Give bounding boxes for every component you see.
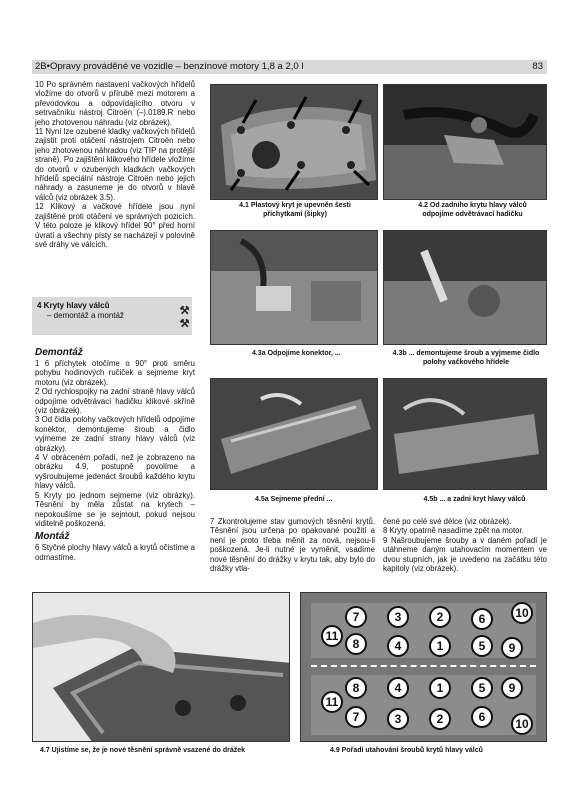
heading-montaz: Montáž	[35, 531, 70, 543]
bolt-label: 4	[387, 677, 409, 699]
bolt-label: 11	[321, 625, 343, 647]
bolt-label: 10	[511, 713, 533, 735]
heading-demontaz: Demontáž	[35, 347, 83, 358]
bolt-label: 3	[387, 708, 409, 730]
bolt-label: 9	[501, 677, 523, 699]
bolt-label: 1	[429, 635, 451, 657]
paragraph-8: 8 Kryty opatrně nasadíme zpět na motor.	[383, 526, 524, 536]
bolt-label: 10	[511, 602, 533, 624]
caption-4-5a: 4.5a Sejmeme přední ...	[255, 496, 333, 503]
front-cover-image	[211, 379, 378, 490]
gasket-image	[33, 593, 290, 742]
bolt-label: 2	[429, 606, 451, 628]
paragraph-11: 11 Nyní lze ozubené kladky vačkových hřídelů zajistit proti otáčení nástrojem Citroën nebo jeho zhotovenou náhradou (viz TIP na protější straně). Po zajištění klikového hřídele vložíme do otvorů v ozubených kladkách vačkových hřídelů speciální nástroje Citroën nebo jejich náhrady a zasuneme je do otvorů v hlavě válců (viz obrázek 3.5).	[35, 127, 195, 202]
bolt-label: 3	[387, 606, 409, 628]
photo-4-7	[32, 592, 290, 742]
photo-4-5b	[383, 378, 547, 490]
bolt-label: 6	[471, 608, 493, 630]
caption-4-3a: 4.3a Odpojíme konektor, ...	[252, 350, 341, 357]
photo-4-3a	[210, 230, 378, 345]
rear-cover-image	[384, 379, 547, 490]
photo-4-2	[383, 84, 547, 200]
bolt-label: 11	[321, 691, 343, 713]
sensor-image	[384, 231, 547, 345]
mid-column	[210, 517, 375, 573]
caption-4-2: 4.2 Od zadního krytu hlavy válců odpojíme odvětrávací hadičku	[418, 202, 527, 218]
photo-4-3b	[383, 230, 547, 345]
bolt-label: 4	[387, 635, 409, 657]
left-column-top	[35, 80, 195, 249]
paragraph-9: 9 Našroubujeme šrouby a v daném pořadí je utáhneme daným utahovacím momentem ve dvou stupních, jak je uvedeno na začátku této kapitoly (viz obrázek).	[383, 535, 547, 574]
hose-image	[384, 85, 547, 200]
engine-cover-image	[211, 85, 378, 200]
divider-line	[311, 665, 536, 667]
bolt-label: 5	[471, 677, 493, 699]
wrench-icon: ⚒⚒	[178, 304, 190, 330]
bolt-label: 8	[345, 677, 367, 699]
paragraph-1: 1 6 příchytek otočíme o 90° proti směru pohybu hodinových ručiček a sejmeme kryt motoru (viz obrázek).	[35, 359, 195, 387]
caption-4-1: 4.1 Plastový kryt je upevněn šesti příchytkami (šipky)	[239, 202, 351, 218]
bolt-label: 8	[345, 633, 367, 655]
paragraph-7: 7 Zkontrolujeme stav gumových těsnění krytů. Těsnění jsou určena po opakované použití a není je proto třeba měnit za nová, nejsou-li poškozená. Je-li nutné je vyměnit, vsadíme nové těsnění do drážky v krytu tak, aby bylo do drážky vtla-	[210, 517, 375, 574]
bolt-label: 9	[501, 637, 523, 659]
bolt-label: 5	[471, 635, 493, 657]
paragraph-3: 3 Od čidla polohy vačkových hřídelů odpojíme konektor, demontujeme šroub a čidlo vyjmeme ze zadní strany hlavy válců (viz obrázky).	[35, 415, 195, 453]
bolt-label: 1	[429, 677, 451, 699]
page-number: 83	[532, 61, 543, 72]
header-title: 2B•Opravy prováděné ve vozidle – benzínové motory 1,8 a 2,0 l	[35, 61, 304, 72]
caption-4-7: 4.7 Ujistíme se, že je nové těsnění správně vsazené do drážek	[40, 747, 246, 754]
paragraph-12: 12 Klikový a vačkové hřídele jsou nyní zajištěné proti otáčení ve správných pozicích. V této poloze je klikový hřídel 90° před horní úvratí a všechny písty se nacházejí v polovině své dráhy ve válcích.	[35, 202, 195, 249]
bolt-label: 7	[345, 706, 367, 728]
paragraph-8-end: čené po celé své délce (viz obrázek).	[383, 517, 512, 526]
caption-4-3b: 4.3b ... demontujeme šroub a vyjmeme čidlo polohy vačkového hřídele	[392, 350, 540, 366]
page-header	[32, 60, 547, 74]
paragraph-6: 6 Styčné plochy hlavy válců a krytů očistíme a odmastíme.	[35, 543, 195, 562]
paragraph-4: 4 V obráceném pořadí, než je zobrazeno na obrázku 4.9, postupně povolíme a vyšroubujeme jedenáct šroubů každého krytu hlavy válců.	[35, 453, 195, 491]
bolt-label: 2	[429, 708, 451, 730]
photo-4-1	[210, 84, 378, 200]
paragraph-10: 10 Po správném nastavení vačkových hřídelů vložíme do otvorů v přírubě mezi motorem a převodovkou a odpovídajícího otvoru v setrvačníku nástroj Citroën (–).0189.R nebo jeho zhotovenou náhradu (viz obrázek).	[35, 80, 195, 127]
left-column-bottom	[35, 344, 195, 562]
section-subtitle: – demontáž a montáž	[47, 311, 124, 320]
caption-4-9: 4.9 Pořadí utahování šroubů krytů hlavy válců	[330, 747, 483, 754]
bolt-label: 7	[345, 606, 367, 628]
photo-4-9	[300, 592, 547, 742]
caption-4-5b: 4.5b ... a zadní kryt hlavy válců	[423, 496, 526, 503]
paragraph-2: 2 Od rychlospojky na zadní straně hlavy válců odpojíme odvětrávací hadičku klikové skříně (viz obrázek).	[35, 387, 195, 416]
connector-image	[211, 231, 378, 345]
bolt-label: 6	[471, 706, 493, 728]
section-box	[32, 297, 192, 335]
cylinder-head-image	[301, 593, 547, 742]
section-title: 4 Kryty hlavy válců	[37, 301, 110, 310]
paragraph-5: 5 Kryty po jednom sejmeme (viz obrázky). Těsnění by měla zůstat na krytech – nepokoušíme se je sejmout, pokud nejsou viditelně poškozená.	[35, 490, 195, 528]
photo-4-5a	[210, 378, 378, 490]
right-column	[383, 517, 547, 573]
